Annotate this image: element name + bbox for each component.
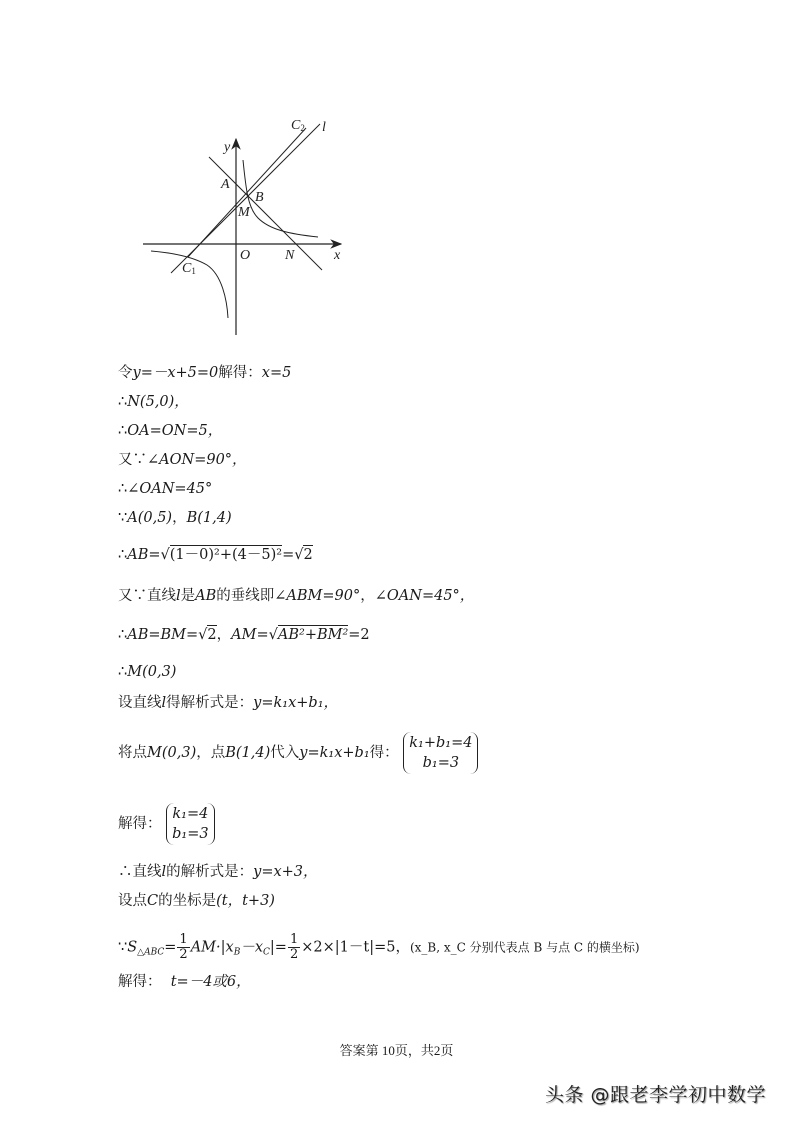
- equation-system: k₁+b₁=4 b₁=3: [403, 732, 478, 774]
- solution-line-16: $\because S_{\triangle ABC}=$ $\frac{1}{2}$ $AM\cdot|x_B-x_C|=$ $\frac{1}{2}$ ×2×|1－t|=5，(x_B, x_C 分别代表点 B 与点 C 的横坐标): [118, 932, 640, 962]
- fraction-half: $\frac{1}{2}$: [179, 932, 188, 962]
- solution-line-4: 又∵∠AON=90°，: [118, 452, 247, 468]
- solution-line-11: 设直线l得解析式是：y=k₁x+b₁，: [118, 695, 339, 711]
- solution-line-15: 设点C的坐标是(t，t+3): [118, 893, 275, 909]
- line-AN: [209, 157, 322, 270]
- svg-text:C1: C1: [182, 261, 196, 276]
- svg-text:x: x: [334, 248, 341, 263]
- page-footer: 答案第 10页，共2页: [339, 1043, 454, 1058]
- solution-line-2: ∴N(5,0)，: [118, 394, 189, 410]
- svg-text:O: O: [240, 248, 251, 263]
- svg-text:B: B: [255, 190, 264, 205]
- graph-svg: [130, 110, 360, 350]
- solution-line-3: ∴OA=ON=5，: [118, 423, 223, 439]
- solution-line-13: 解得： k₁=4 b₁=3: [118, 803, 215, 845]
- svg-text:l: l: [322, 120, 326, 135]
- solution-line-10: ∴M(0,3): [118, 664, 177, 680]
- solution-line-7: ∴AB=√(1－0)²+(4－5)²=√2: [118, 547, 313, 563]
- solution-system: k₁=4 b₁=3: [166, 803, 214, 845]
- solution-line-6: ∵A(0,5)，B(1,4): [118, 510, 232, 526]
- solution-line-9: ∴AB=BM=√2，AM=√AB²+BM²=2: [118, 627, 370, 643]
- solution-line-5: ∴∠OAN=45°: [118, 481, 213, 497]
- svg-text:M: M: [238, 205, 250, 220]
- svg-text:C2: C2: [291, 118, 305, 133]
- solution-line-1: 令y=－x+5=0解得：x=5: [118, 365, 292, 381]
- svg-text:A: A: [221, 177, 230, 192]
- solution-line-17: 解得： t=－4或6，: [118, 974, 251, 990]
- svg-text:y: y: [224, 140, 231, 155]
- watermark: 头条 @跟老李学初中数学: [545, 1084, 767, 1106]
- solution-line-14: ∴直线l的解析式是：y=x+3，: [118, 864, 318, 880]
- svg-text:N: N: [285, 248, 295, 263]
- solution-line-12: 将点M(0,3)，点B(1,4)代入y=k₁x+b₁得： k₁+b₁=4 b₁=3: [118, 732, 478, 774]
- fraction-half-2: $\frac{1}{2}$: [289, 932, 299, 962]
- coordinate-figure: [130, 110, 360, 350]
- solution-line-8: 又∵直线l是AB的垂线即∠ABM=90°，∠OAN=45°，: [118, 588, 475, 604]
